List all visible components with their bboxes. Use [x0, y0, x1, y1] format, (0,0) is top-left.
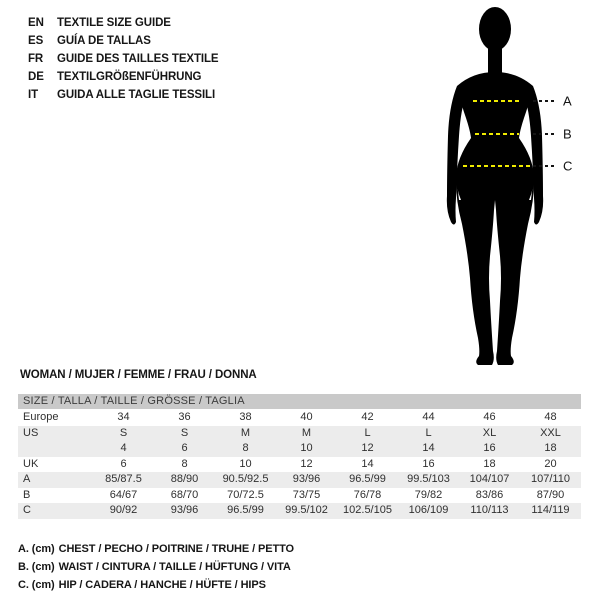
language-row	[28, 50, 219, 68]
size-cell: 12	[300, 457, 313, 470]
language-code: IT	[28, 89, 39, 101]
language-label: GUIDA ALLE TAGLIE TESSILI	[57, 89, 216, 101]
size-cell: 96.5/99	[349, 473, 386, 485]
language-label: TEXTILGRÖßENFÜHRUNG	[57, 71, 202, 83]
row-label: UK	[23, 457, 39, 470]
size-cell: 18	[483, 457, 496, 470]
row-label: Europe	[23, 411, 59, 423]
size-cell: L	[425, 426, 432, 439]
language-code: ES	[28, 35, 44, 47]
size-cell: 79/82	[414, 488, 443, 501]
size-cell: 102.5/105	[343, 504, 392, 516]
size-cell: 44	[422, 411, 435, 423]
size-cell: 42	[361, 411, 374, 423]
language-code: FR	[28, 53, 44, 65]
silhouette-right-leg	[495, 174, 534, 365]
size-cell: 90.5/92.5	[222, 473, 269, 485]
woman-figure	[443, 6, 583, 368]
size-cell: 70/72.5	[227, 488, 264, 501]
size-cell: 14	[361, 457, 374, 470]
woman-silhouette-icon	[447, 7, 543, 365]
legend-label: CHEST / PECHO / POITRINE / TRUHE / PETTO	[58, 543, 294, 555]
section-title: WOMAN / MUJER / FEMME / FRAU / DONNA	[20, 369, 257, 381]
size-cell: XXL	[540, 426, 561, 439]
language-row	[28, 14, 219, 32]
row-label: C	[23, 504, 31, 516]
table-row	[18, 503, 581, 519]
size-cell: 38	[239, 411, 252, 423]
size-cell: 20	[544, 457, 557, 470]
size-cell: 85/87.5	[105, 473, 142, 485]
size-cell: 96.5/99	[227, 504, 264, 516]
size-cell: L	[364, 426, 371, 439]
size-cell: 34	[117, 411, 130, 423]
size-cell: 40	[300, 411, 313, 423]
row-label: B	[23, 488, 31, 501]
size-table	[18, 394, 581, 519]
size-cell: 73/75	[292, 488, 321, 501]
size-cell: S	[180, 426, 189, 439]
size-cell: 6	[120, 457, 127, 470]
size-cell: 64/67	[109, 488, 138, 501]
table-row	[18, 472, 581, 488]
language-row	[28, 68, 219, 86]
legend-item	[18, 558, 294, 576]
size-cell: 16	[483, 442, 496, 454]
size-table-header: SIZE / TALLA / TAILLE / GRÖSSE / TAGLIA	[18, 394, 581, 409]
size-cell: 93/96	[292, 473, 321, 485]
silhouette-torso	[456, 72, 534, 200]
legend-key: A. (cm)	[18, 543, 55, 555]
marker-label-A: A	[563, 93, 572, 109]
table-row	[18, 441, 581, 457]
size-cell: 87/90	[536, 488, 565, 501]
row-label: A	[23, 473, 31, 485]
language-label: TEXTILE SIZE GUIDE	[57, 17, 171, 29]
size-cell: 107/110	[531, 473, 570, 485]
size-cell: XL	[482, 426, 497, 439]
size-cell: M	[301, 426, 312, 439]
size-cell: 12	[361, 442, 374, 454]
language-code: DE	[28, 71, 44, 83]
table-row	[18, 488, 581, 504]
size-cell: 106/109	[408, 504, 449, 516]
table-row	[18, 426, 581, 442]
size-cell: M	[240, 426, 251, 439]
language-row	[28, 32, 219, 50]
size-cell: S	[119, 426, 128, 439]
size-cell: 8	[242, 442, 249, 454]
size-cell: 88/90	[170, 473, 199, 485]
row-label: US	[23, 426, 39, 439]
row-label	[18, 441, 93, 457]
marker-label-B: B	[563, 126, 572, 142]
size-cell: 99.5/103	[407, 473, 450, 485]
size-cell: 18	[544, 442, 557, 454]
size-cell: 110/113	[470, 504, 509, 516]
table-row	[18, 457, 581, 473]
language-code: EN	[28, 17, 44, 29]
size-cell: 6	[181, 442, 188, 454]
woman-figure-svg	[443, 6, 583, 368]
language-label: GUÍA DE TALLAS	[57, 35, 151, 47]
silhouette-left-leg	[456, 174, 495, 365]
size-cell: 90/92	[109, 504, 138, 516]
legend-item	[18, 540, 294, 558]
language-list	[28, 14, 219, 104]
legend-key: B. (cm)	[18, 561, 55, 573]
size-cell: 16	[422, 457, 435, 470]
language-label: GUIDE DES TAILLES TEXTILE	[57, 53, 219, 65]
table-row	[18, 410, 581, 426]
size-cell: 46	[483, 411, 496, 423]
size-cell: 83/86	[475, 488, 504, 501]
size-cell: 4	[120, 442, 127, 454]
legend-label: WAIST / CINTURA / TAILLE / HÜFTUNG / VITA	[58, 561, 291, 573]
size-cell: 104/107	[469, 473, 510, 485]
legend-key: C. (cm)	[18, 579, 55, 591]
size-cell: 36	[178, 411, 191, 423]
measurement-legend	[18, 540, 294, 594]
size-table-body	[18, 410, 581, 519]
size-cell: 76/78	[353, 488, 382, 501]
legend-item	[18, 576, 294, 594]
legend-label: HIP / CADERA / HANCHE / HÜFTE / HIPS	[58, 579, 266, 591]
marker-label-C: C	[563, 158, 573, 174]
size-cell: 14	[422, 442, 435, 454]
size-cell: 8	[181, 457, 188, 470]
size-cell: 93/96	[170, 504, 199, 516]
size-cell: 99.5/102	[285, 504, 328, 516]
size-cell: 68/70	[170, 488, 199, 501]
size-cell: 48	[544, 411, 557, 423]
size-cell: 10	[300, 442, 313, 454]
language-row	[28, 86, 219, 104]
size-cell: 114/119	[531, 504, 570, 516]
size-cell: 10	[239, 457, 252, 470]
